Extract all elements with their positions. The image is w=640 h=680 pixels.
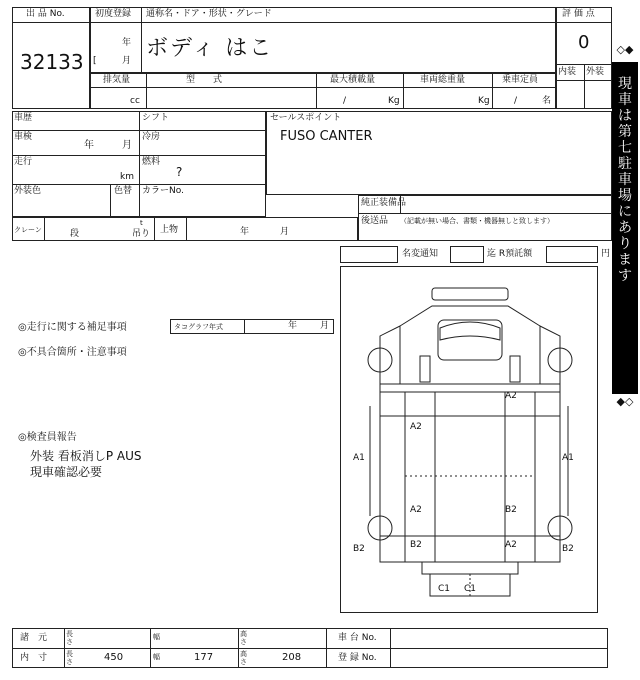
location-notice-banner bbox=[612, 62, 638, 394]
footer-height-label: 高さ bbox=[240, 630, 247, 646]
footer-interior-label: 内 寸 bbox=[20, 653, 48, 663]
inspection-label: 車検 bbox=[14, 132, 33, 142]
delivery-label: 後送品 bbox=[361, 216, 389, 226]
damage-mark: B2 bbox=[410, 540, 422, 550]
deposit-amount bbox=[546, 246, 598, 263]
footer-width-label: 幅 bbox=[153, 633, 160, 641]
sales-point-value: FUSO CANTER bbox=[280, 129, 373, 144]
inspector-report-title: ◎検査員報告 bbox=[18, 432, 77, 443]
max-load-label: 最大積載量 bbox=[330, 75, 376, 85]
inspection-year: 年 bbox=[84, 140, 94, 151]
damage-mark: A2 bbox=[505, 540, 517, 550]
lot-number: 32133 bbox=[20, 50, 84, 74]
lot-number-label: 出 品 No. bbox=[26, 9, 65, 19]
name-change-blank bbox=[340, 246, 398, 263]
ac-label: 冷房 bbox=[142, 132, 161, 142]
sidebar-diamonds-top: ◇◆ bbox=[616, 43, 634, 56]
displacement-label: 排気量 bbox=[103, 75, 131, 85]
mileage-label: 走行 bbox=[14, 157, 33, 167]
sidebar-diamonds-bottom: ◆◇ bbox=[616, 395, 634, 408]
lift-label: 上物 bbox=[160, 225, 179, 235]
model-label: 型 式 bbox=[186, 75, 223, 85]
footer-height-label-2: 高さ bbox=[240, 650, 247, 666]
damage-mark: A1 bbox=[562, 453, 574, 463]
color-code-label: 色替 bbox=[114, 186, 133, 196]
shift-label: シフト bbox=[142, 113, 170, 123]
lift-month: 月 bbox=[280, 227, 290, 237]
name-change-date bbox=[450, 246, 484, 263]
equipment-label: 純正装備品 bbox=[361, 198, 407, 208]
interior-height-value: 208 bbox=[282, 652, 302, 663]
truck-diagram bbox=[340, 266, 598, 613]
color-no-label: カラーNo. bbox=[142, 186, 184, 196]
yen-unit: 円 bbox=[601, 249, 611, 259]
truck-outline bbox=[340, 266, 598, 613]
km-unit: km bbox=[120, 172, 134, 182]
interior-grade-label: 内装 bbox=[558, 67, 577, 77]
reg-month-label: 月 bbox=[122, 56, 132, 66]
tacho-month: 月 bbox=[320, 321, 330, 331]
crane-row bbox=[12, 217, 358, 241]
crane-lift-unit: 吊り bbox=[132, 229, 151, 239]
reg-year-label: 年 bbox=[122, 38, 132, 48]
score-value: 0 bbox=[578, 32, 590, 53]
fuel-value: ? bbox=[176, 165, 183, 179]
max-load-slash: / bbox=[343, 96, 347, 106]
footer-length-label: 長さ bbox=[66, 630, 73, 646]
name-change-label: 名変通知 bbox=[402, 249, 439, 259]
inspector-report-line-1: 外装 看板消しP AUS bbox=[30, 449, 142, 463]
sales-point-label: セールスポイント bbox=[270, 113, 342, 123]
chassis-number-label: 車 台 No. bbox=[338, 633, 377, 643]
vehicle-name-label: 通称名・ドア・形状・グレード bbox=[146, 9, 272, 19]
capacity-label: 乗車定員 bbox=[502, 75, 539, 85]
delivery-note: （記載が無い場合、書類・機器無しと致します） bbox=[400, 217, 554, 225]
registration-number-label: 登 録 No. bbox=[338, 653, 377, 663]
max-load-unit: Kg bbox=[388, 96, 400, 106]
damage-mark: C1 bbox=[438, 584, 451, 594]
inspection-month: 月 bbox=[122, 140, 132, 151]
driving-notes-title: ◎走行に関する補足事項 bbox=[18, 322, 127, 333]
deposit-label: 迄 R預託額 bbox=[487, 249, 533, 259]
damage-mark: C1 bbox=[464, 584, 477, 594]
vehicle-name-value: ボディ はこ bbox=[146, 36, 274, 61]
location-notice-text: 現 車 は 第 七 駐 車 場 に あ り ま す bbox=[618, 76, 632, 284]
damage-mark: A2 bbox=[410, 505, 422, 515]
displacement-unit: cc bbox=[130, 96, 140, 106]
damage-mark: A2 bbox=[505, 391, 517, 401]
crane-t-unit: t bbox=[140, 219, 143, 227]
footer-width-label-2: 幅 bbox=[153, 653, 160, 661]
inspector-report-line-2: 現車確認必要 bbox=[30, 465, 103, 479]
reg-bracket: [ bbox=[93, 56, 97, 66]
lift-year: 年 bbox=[240, 227, 250, 237]
crane-stage-unit: 段 bbox=[70, 229, 80, 239]
capacity-slash: / bbox=[514, 96, 518, 106]
footer-spec-label: 諸 元 bbox=[20, 633, 48, 643]
gross-weight-unit: Kg bbox=[478, 96, 490, 106]
defect-notes-title: ◎不具合箇所・注意事項 bbox=[18, 347, 127, 358]
gross-weight-label: 車両総重量 bbox=[420, 75, 466, 85]
fuel-label: 燃料 bbox=[142, 157, 161, 167]
damage-mark: B2 bbox=[562, 544, 574, 554]
capacity-unit: 名 bbox=[542, 96, 552, 106]
first-registration-label: 初度登録 bbox=[95, 9, 132, 19]
crane-label: クレーン bbox=[14, 226, 42, 234]
damage-mark: B2 bbox=[505, 505, 517, 515]
score-label: 評 価 点 bbox=[562, 9, 595, 19]
tacho-year: 年 bbox=[288, 321, 298, 331]
exterior-color-label: 外装色 bbox=[14, 186, 42, 196]
footer-length-label-2: 長さ bbox=[66, 650, 73, 666]
damage-mark: B2 bbox=[353, 544, 365, 554]
damage-mark: A1 bbox=[353, 453, 365, 463]
history-label: 車歴 bbox=[14, 113, 33, 123]
tacho-label: タコグラフ年式 bbox=[174, 323, 223, 331]
exterior-grade-label: 外装 bbox=[586, 67, 605, 77]
damage-mark: A2 bbox=[410, 422, 422, 432]
interior-width-value: 177 bbox=[194, 652, 214, 663]
interior-length-value: 450 bbox=[104, 652, 124, 663]
